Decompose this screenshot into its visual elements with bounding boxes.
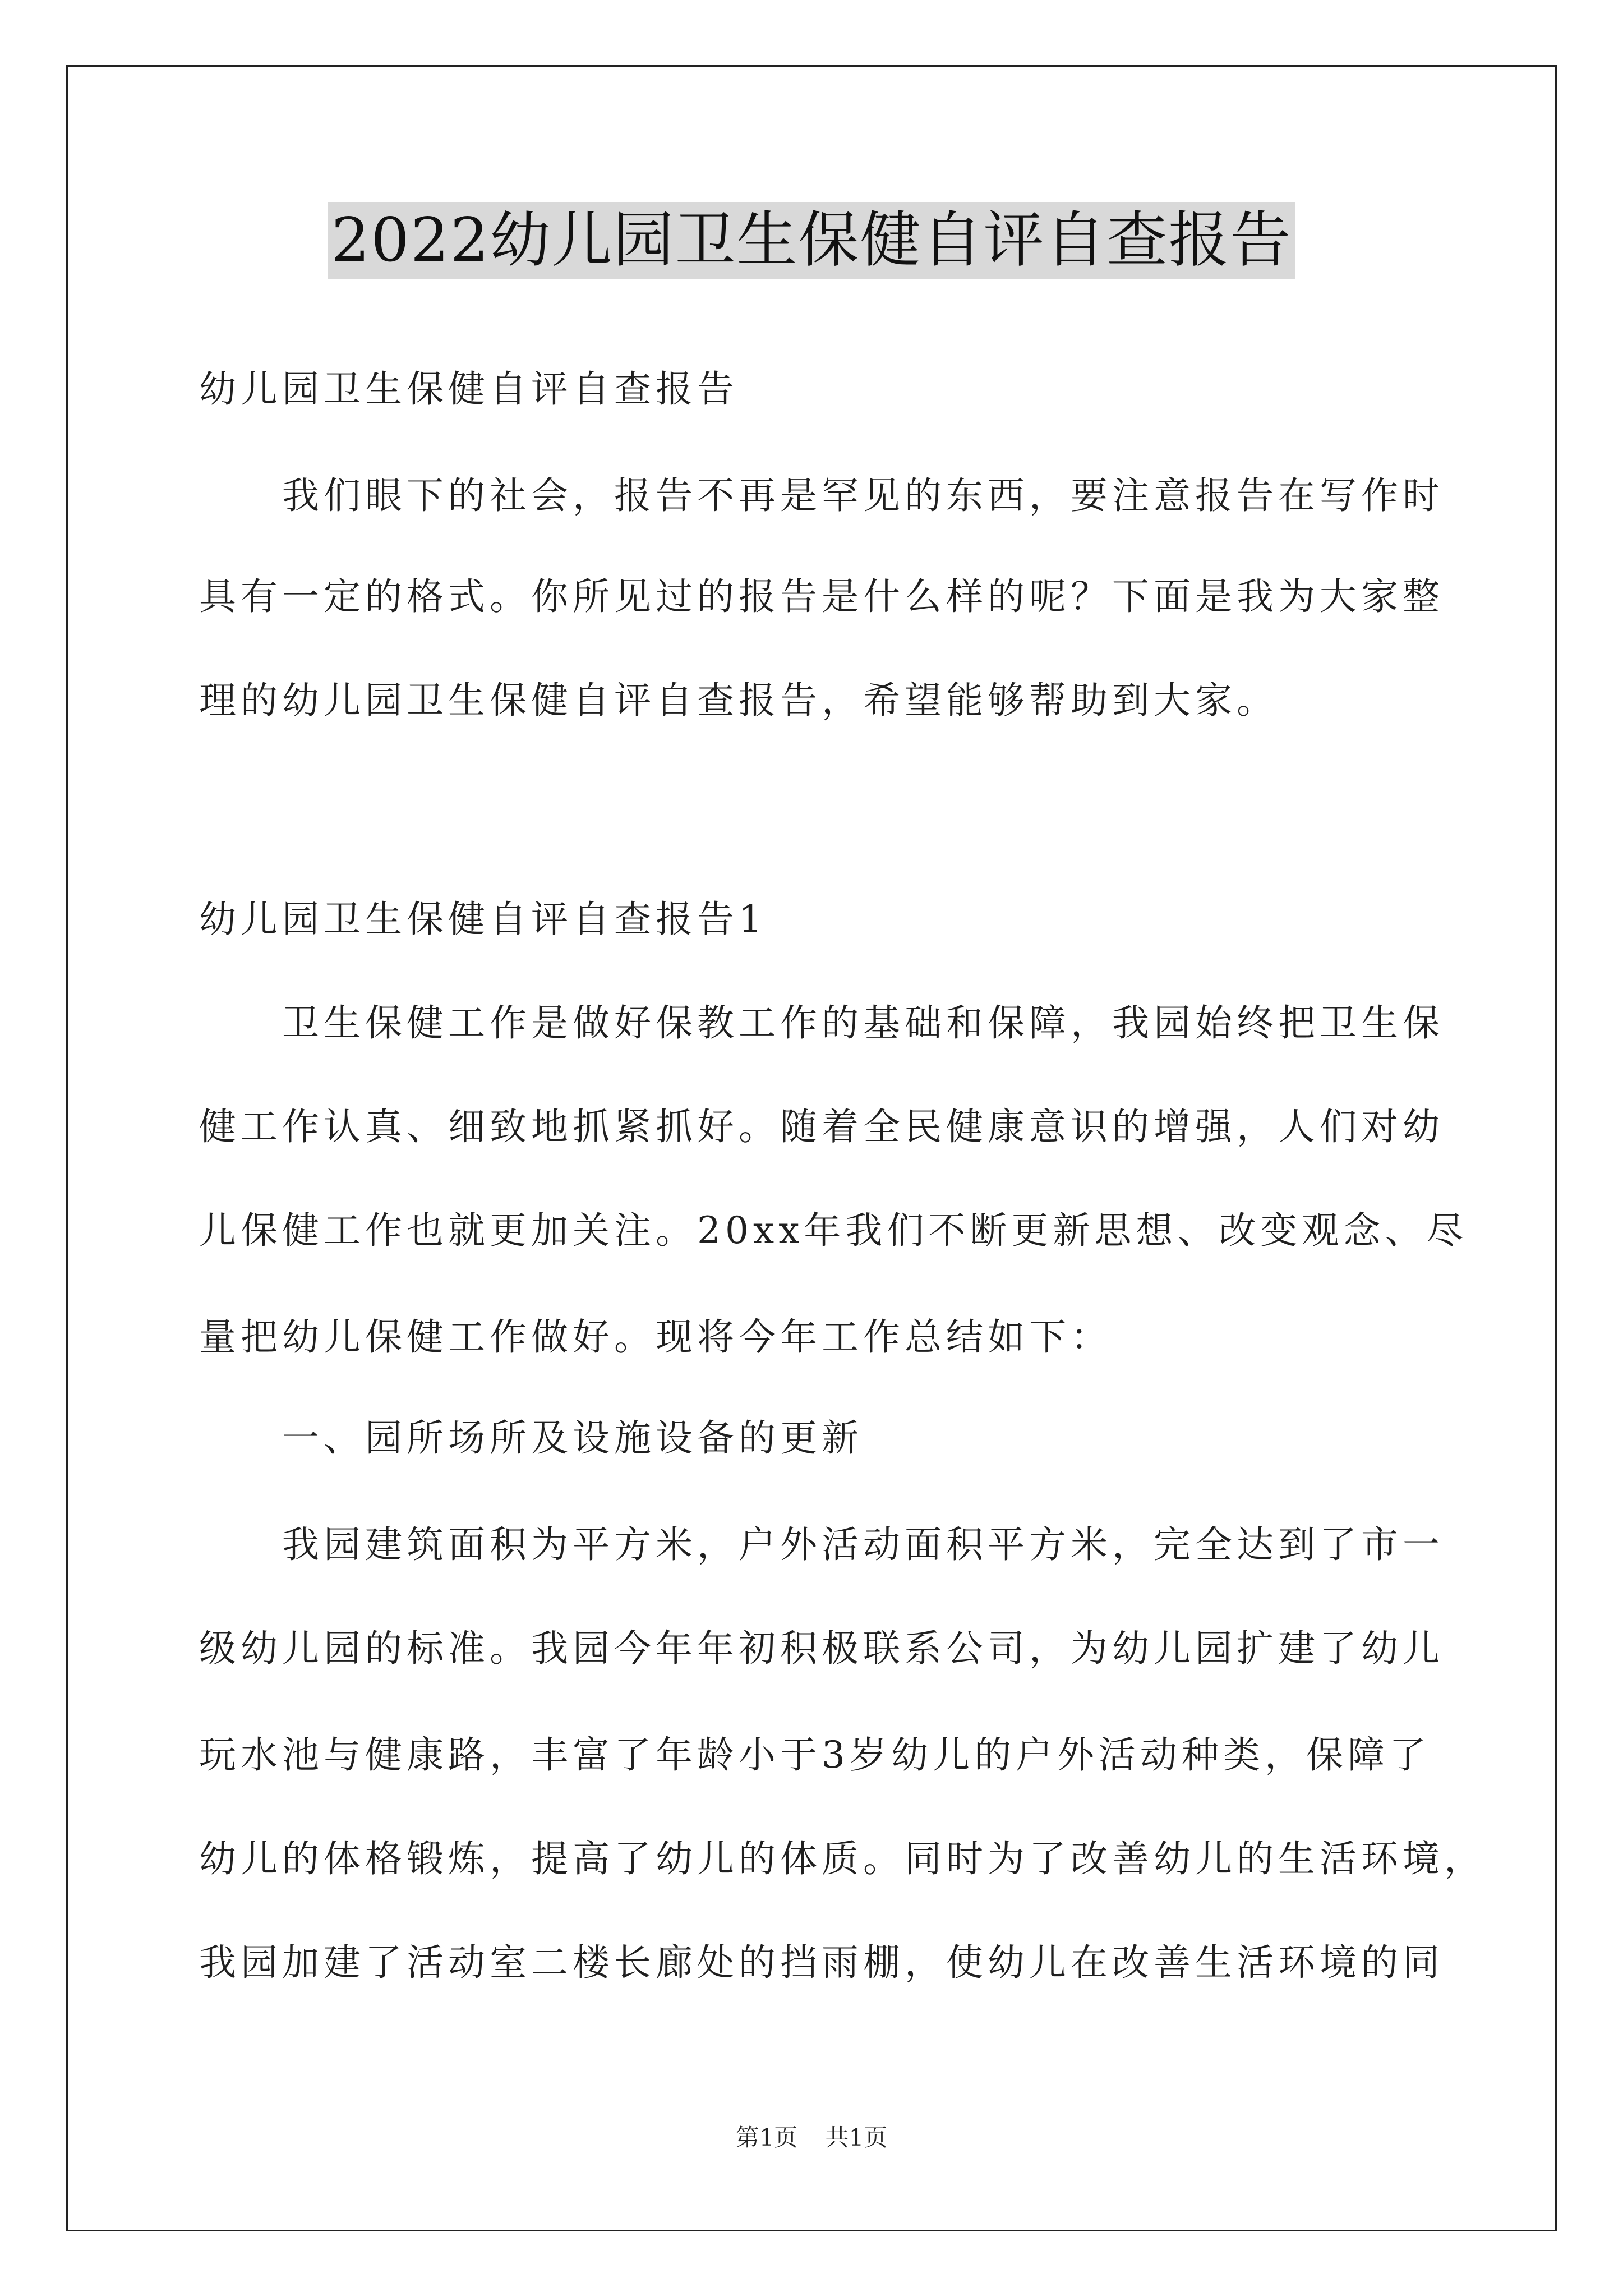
paragraph-line: 儿保健工作也就更加关注。20xx年我们不断更新思想、改变观念、尽 — [199, 1209, 1468, 1252]
paragraph-line: 级幼儿园的标准。我园今年年初积极联系公司，为幼儿园扩建了幼儿 — [199, 1627, 1444, 1670]
paragraph-line: 卫生保健工作是做好保教工作的基础和保障，我园始终把卫生保 — [199, 1001, 1444, 1045]
section-heading: 幼儿园卫生保健自评自查报告1 — [199, 898, 767, 941]
subsection-heading: 一、园所场所及设施设备的更新 — [199, 1416, 863, 1460]
paragraph-line: 量把幼儿保健工作做好。现将今年工作总结如下： — [199, 1315, 1112, 1359]
page-footer — [0, 2119, 1623, 2153]
paragraph-line: 健工作认真、细致地抓紧抓好。随着全民健康意识的增强，人们对幼 — [199, 1105, 1444, 1148]
document-title: 2022幼儿园卫生保健自评自查报告 — [328, 202, 1295, 279]
paragraph-line: 我园建筑面积为平方米，户外活动面积平方米，完全达到了市一 — [199, 1523, 1444, 1566]
title-container — [0, 202, 1623, 279]
page-number-current: 第1页 — [735, 2124, 798, 2151]
subtitle-line: 幼儿园卫生保健自评自查报告 — [199, 367, 739, 411]
page-number-total: 共1页 — [825, 2124, 888, 2151]
paragraph-line: 具有一定的格式。你所见过的报告是什么样的呢？下面是我为大家整 — [199, 575, 1444, 618]
paragraph-line: 幼儿的体格锻炼，提高了幼儿的体质。同时为了改善幼儿的生活环境， — [199, 1837, 1486, 1880]
paragraph-line: 我们眼下的社会，报告不再是罕见的东西，要注意报告在写作时 — [199, 474, 1444, 517]
paragraph-line: 理的幼儿园卫生保健自评自查报告，希望能够帮助到大家。 — [199, 679, 1278, 722]
paragraph-line: 玩水池与健康路，丰富了年龄小于3岁幼儿的户外活动种类，保障了 — [199, 1733, 1431, 1777]
paragraph-line: 我园加建了活动室二楼长廊处的挡雨棚，使幼儿在改善生活环境的同 — [199, 1941, 1444, 1984]
